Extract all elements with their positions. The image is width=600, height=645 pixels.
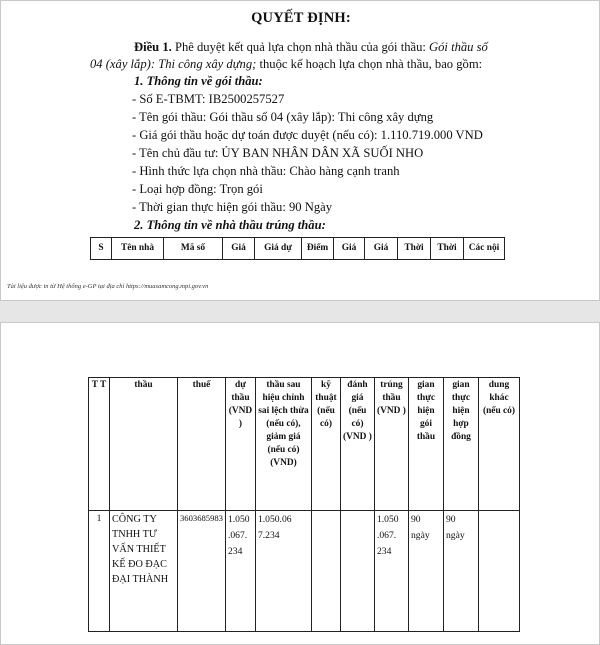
package-name-part-1: Gói thầu số <box>429 40 488 54</box>
winner-table-header <box>90 237 505 260</box>
other-cell <box>478 511 519 632</box>
table-header-cell: trúng thầu (VND ) <box>374 378 408 511</box>
table-header-row <box>89 378 520 511</box>
tax-code-cell: 3603685983 <box>178 511 226 632</box>
package-info-item: - Số E-TBMT: IB2500257527 <box>132 92 285 106</box>
table-header-cell: Các nội <box>464 238 505 260</box>
table-header-cell: gian thực hiện hợp đồng <box>443 378 478 511</box>
table-header-cell: T T <box>89 378 110 511</box>
article-1-line-2 <box>90 56 482 72</box>
article-1-line-1 <box>134 39 488 55</box>
package-info-item: - Thời gian thực hiện gói thầu: 90 Ngày <box>132 200 333 214</box>
adjusted-price-cell: 1.050.06 7.234 <box>255 511 311 632</box>
article-text: Phê duyệt kết quả lựa chọn nhà thầu của gói thầu: <box>174 40 426 54</box>
document-page-1 <box>0 0 600 301</box>
table-header-row <box>91 238 505 260</box>
stt-cell: 1 <box>89 511 110 632</box>
winner-table <box>88 377 520 632</box>
footer-note: Tài liệu được in từ Hệ thống e-GP tại địa chỉ https://muasamcong.mpi.gov.vn <box>7 283 209 290</box>
package-info-item: - Tên gói thầu: Gói thầu số 04 (xây lắp): Thi công xây dựng <box>132 110 434 124</box>
table-header-cell: Điểm <box>302 238 334 260</box>
table-header-cell: Giá <box>365 238 398 260</box>
decision-title: QUYẾT ĐỊNH: <box>251 10 351 26</box>
table-header-cell: Giá <box>334 238 365 260</box>
package-info-item: - Hình thức lựa chọn nhà thầu: Chào hàng cạnh tranh <box>132 164 400 178</box>
article-label: Điều 1. <box>134 40 172 54</box>
package-info-item: - Giá gói thầu hoặc dự toán được duyệt (nếu có): 1.110.719.000 VND <box>132 128 483 142</box>
package-info-item: - Loại hợp đồng: Trọn gói <box>132 182 263 196</box>
technical-score-cell <box>311 511 340 632</box>
table-header-cell: thầu sau hiệu chỉnh sai lệch thừa (nếu có), giảm giá (nếu có) (VND) <box>255 378 311 511</box>
section-1-title: 1. Thông tin về gói thầu: <box>134 74 263 88</box>
contract-duration-cell: 90 ngày <box>443 511 478 632</box>
table-header-cell: Giá <box>223 238 255 260</box>
bid-price-cell: 1.050 .067. 234 <box>225 511 255 632</box>
table-header-cell: đánh giá (nếu có) (VND ) <box>340 378 374 511</box>
package-name-part-2: 04 (xây lắp): Thi công xây dựng; <box>90 57 257 71</box>
winning-price-cell: 1.050 .067. 234 <box>374 511 408 632</box>
table-header-cell: Tên nhà <box>112 238 164 260</box>
company-cell: CÔNG TY TNHH TƯ VẤN THIẾT KẾ ĐO ĐẠC ĐẠI THÀNH <box>110 511 178 632</box>
table-header-cell: kỹ thuật (nếu có) <box>311 378 340 511</box>
table-header-cell: thuế <box>178 378 226 511</box>
evaluated-price-cell <box>340 511 374 632</box>
package-duration-cell: 90 ngày <box>408 511 443 632</box>
article-tail: thuộc kế hoạch lựa chọn nhà thầu, bao gồm: <box>259 57 483 71</box>
table-header-cell: thầu <box>110 378 178 511</box>
table-header-cell: gian thực hiện gói thầu <box>408 378 443 511</box>
table-header-cell: dự thầu (VND ) <box>225 378 255 511</box>
table-header-cell: Thời <box>398 238 431 260</box>
table-header-cell: Mã số <box>164 238 223 260</box>
package-info-item: - Tên chủ đầu tư: ỦY BAN NHÂN DÂN XÃ SUỐI NHO <box>132 146 424 160</box>
table-header-cell: Thời <box>431 238 464 260</box>
table-header-cell: dung khác (nếu có) <box>478 378 519 511</box>
section-2-title: 2. Thông tin về nhà thầu trúng thầu: <box>134 218 326 232</box>
table-row <box>89 511 520 632</box>
table-header-cell: S <box>91 238 112 260</box>
table-header-cell: Giá dự <box>255 238 302 260</box>
